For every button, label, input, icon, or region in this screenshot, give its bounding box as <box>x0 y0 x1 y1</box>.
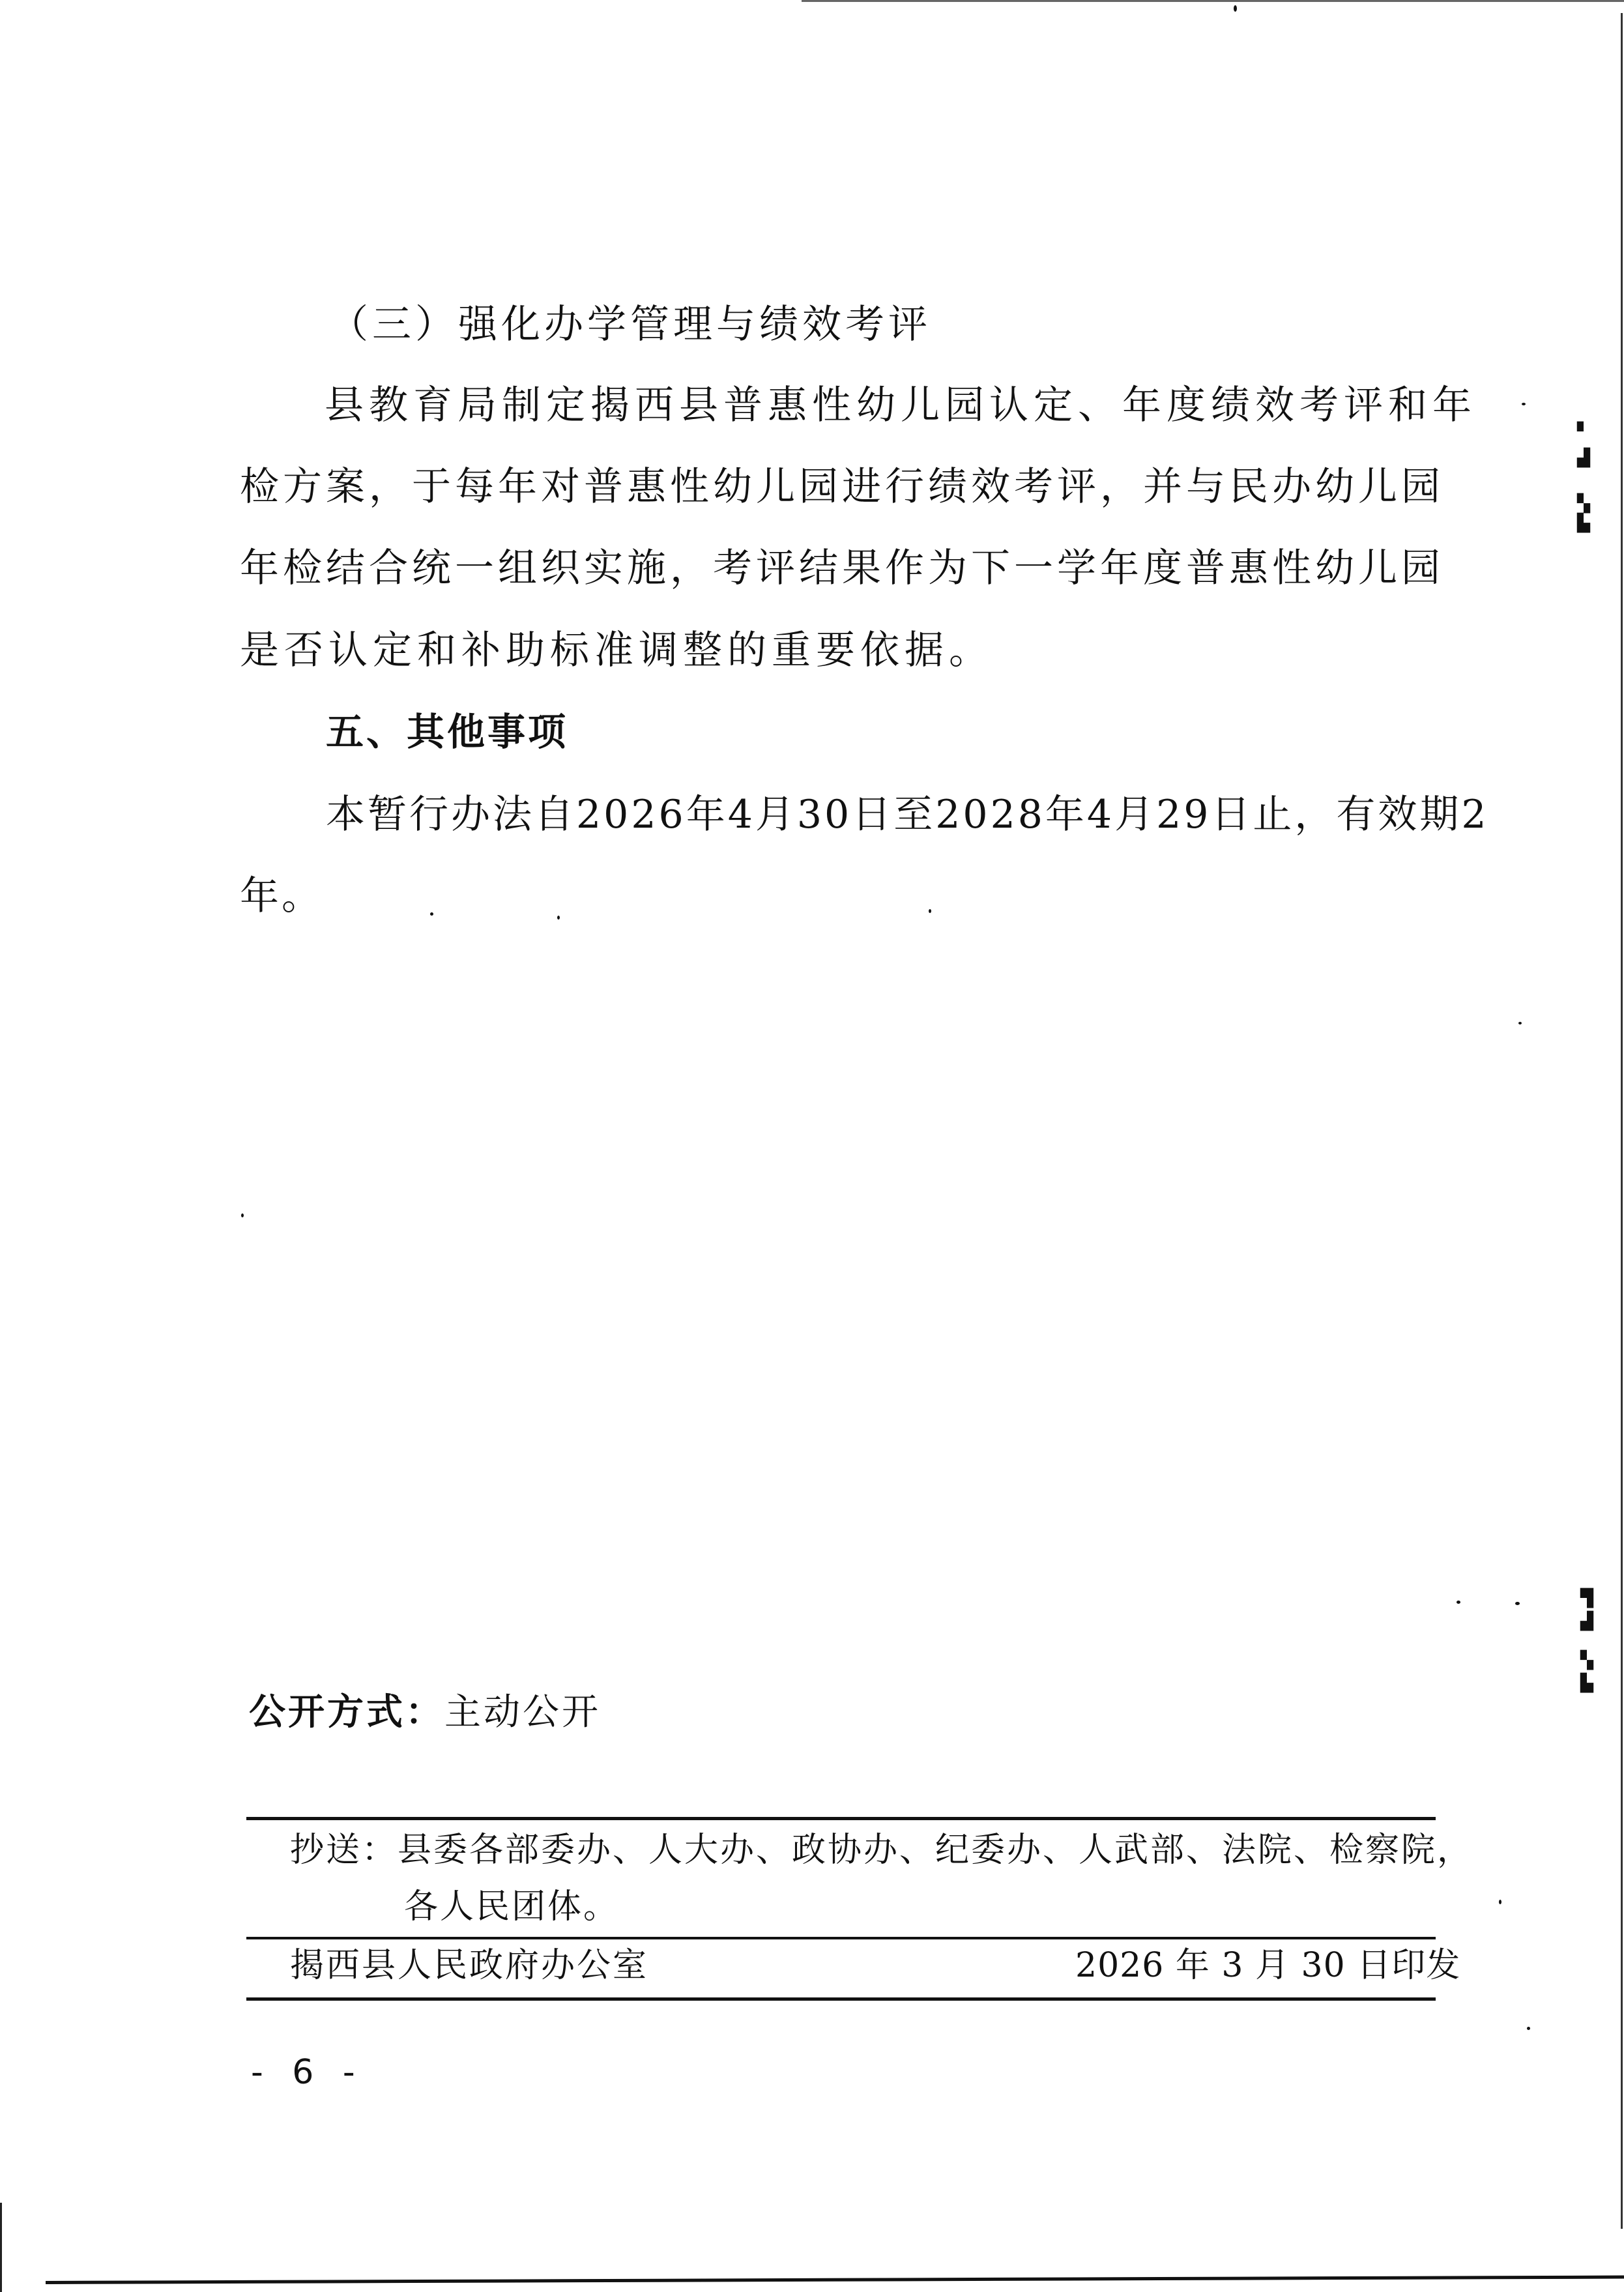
paragraph-line-1: 县教育局制定揭西县普惠性幼儿园认定、年度绩效考评和年 <box>325 383 1477 428</box>
scan-speck <box>1518 1022 1522 1024</box>
cc-line-2: 各人民团体。 <box>404 1887 620 1926</box>
scan-speck <box>1457 1601 1460 1604</box>
scan-speck <box>430 912 433 916</box>
section-heading: （三）强化办学管理与绩效考评 <box>329 302 931 347</box>
scan-edge-top <box>802 0 1624 2</box>
binding-mark: ▙ <box>1577 514 1590 533</box>
cc-label: 抄送： <box>290 1831 398 1870</box>
issuer-bottom-rule <box>246 1997 1436 2001</box>
scan-speck <box>1234 5 1237 12</box>
scan-speck <box>557 916 560 920</box>
cc-line-1 <box>290 1831 1473 1870</box>
scan-edge-right <box>1621 13 1623 2229</box>
paragraph-line-2: 检方案，于每年对普惠性幼儿园进行绩效考评，并与民办幼儿园 <box>240 464 1444 510</box>
binding-mark: ▚ <box>1580 1651 1593 1670</box>
paragraph-line-4: 是否认定和补助标准调整的重要依据。 <box>240 628 993 673</box>
issuer: 揭西县人民政府办公室 <box>290 1946 649 1985</box>
binding-mark: ▟ <box>1577 448 1590 468</box>
disclosure-value: 主动公开 <box>444 1691 601 1734</box>
binding-mark: ▟ <box>1580 1612 1593 1631</box>
chapter-heading: 五、其他事项 <box>326 710 569 754</box>
scan-speck <box>929 909 931 913</box>
scan-edge-bottom <box>46 2276 1624 2284</box>
binding-mark: ▜ <box>1580 1589 1593 1608</box>
paragraph-line-3: 年检结合统一组织实施，考评结果作为下一学年度普惠性幼儿园 <box>240 545 1444 591</box>
cc-top-rule <box>246 1817 1436 1820</box>
cc-recipients: 县委各部委办、人大办、政协办、纪委办、人武部、法院、检察院， <box>398 1831 1473 1870</box>
validity-line-2: 年。 <box>240 873 323 919</box>
cc-bottom-rule <box>246 1937 1436 1939</box>
page-number: - 6 - <box>251 2053 364 2092</box>
binding-mark: ▘ <box>1577 422 1590 442</box>
binding-mark: ▚ <box>1577 494 1590 514</box>
scan-speck <box>1527 2027 1530 2030</box>
scan-speck <box>1515 1602 1520 1605</box>
disclosure-row <box>249 1691 601 1734</box>
binding-mark: ▙ <box>1580 1674 1593 1693</box>
scan-speck <box>1522 403 1526 405</box>
validity-line-1: 本暂行办法自2026年4月30日至2028年4月29日止，有效期2 <box>326 792 1489 837</box>
scan-speck <box>1499 1900 1501 1904</box>
print-date: 2026 年 3 月 30 日印发 <box>1075 1946 1461 1985</box>
scan-speck <box>241 1213 244 1217</box>
scan-edge-left <box>0 2203 2 2292</box>
disclosure-label: 公开方式： <box>249 1691 444 1734</box>
